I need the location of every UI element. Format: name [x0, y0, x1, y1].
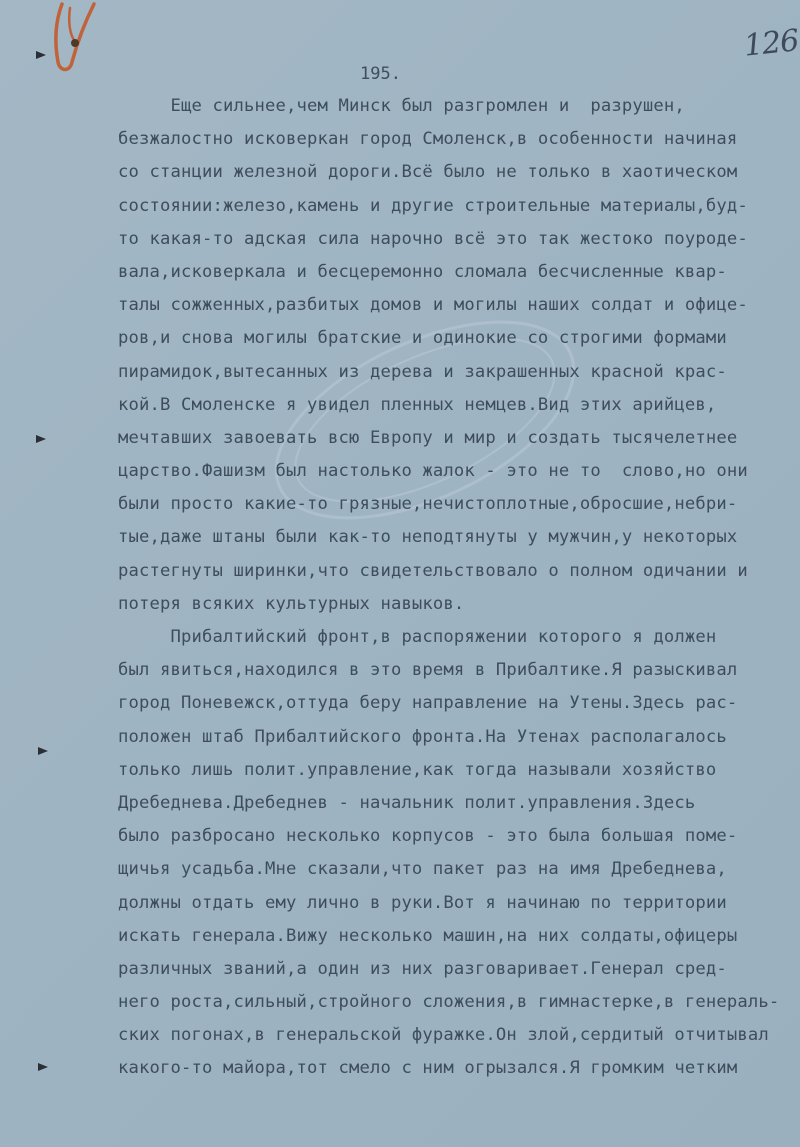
text-line: вала,исковеркала и бесцеремонно сломала бесчисленные квар- [118, 261, 727, 282]
margin-tick-icon [36, 1060, 50, 1074]
text-line: был явиться,находился в это время в Прибалтике.Я разыскивал [118, 660, 738, 681]
text-line: царство.Фашизм был настолько жалок - это не то слово,но они [118, 461, 748, 482]
text-line: какого-то майора,тот смело с ним огрызался.Я громким четким [118, 1058, 738, 1079]
text-line: город Поневежск,оттуда беру направление на Утены.Здесь рас- [118, 693, 738, 714]
text-line: него роста,сильный,стройного сложения,в гимнастерке,в генераль- [118, 992, 780, 1013]
text-line: безжалостно исковеркан город Смоленск,в особенности начиная [118, 129, 738, 150]
margin-tick-icon [34, 48, 48, 62]
text-line: Прибалтийский фронт,в распоряжении которого я должен [118, 627, 717, 647]
text-line: Дребеднева.Дребеднев - начальник полит.управления.Здесь [118, 792, 696, 813]
text-line: тые,даже штаны были как-то неподтянуты у мужчин,у некоторых [118, 527, 738, 548]
text-line: были просто какие-то грязные,нечистоплотные,обросшие,небри- [118, 494, 738, 515]
text-line: только лишь полит.управление,как тогда называли хозяйство [118, 759, 717, 780]
text-line: ских погонах,в генеральской фуражке.Он злой,сердитый отчитывал [118, 1025, 769, 1046]
margin-tick-icon [36, 744, 50, 758]
text-line: ров,и снова могилы братские и одинокие со строгими формами [118, 328, 727, 349]
text-line: искать генерала.Вижу несколько машин,на них солдаты,офицеры [118, 925, 738, 946]
page-number: 195. [360, 64, 401, 84]
text-line: было разбросано несколько корпусов - это была большая поме- [118, 826, 738, 847]
text-line: талы сожженных,разбитых домов и могилы наших солдат и офице- [118, 295, 748, 316]
text-line: то какая-то адская сила нарочно всё это так жестоко поуроде- [118, 228, 748, 249]
text-line: должны отдать ему лично в руки.Вот я начинаю по территории [118, 892, 727, 913]
text-line: различных званий,а один из них разговаривает.Генерал сред- [118, 958, 727, 979]
text-line: кой.В Смоленске я увидел пленных немцев.Вид этих арийцев, [118, 394, 717, 415]
text-line: мечтавших завоевать всю Европу и мир и создать тысячелетнее [118, 427, 738, 448]
typewritten-text [118, 90, 798, 1086]
text-line: состоянии:железо,камень и другие строительные материалы,буд- [118, 195, 748, 216]
archive-folio-number: 126 [742, 23, 800, 64]
text-line: потеря всяких культурных навыков. [118, 593, 465, 614]
paperclip-mark [48, 0, 108, 75]
text-line: со станции железной дороги.Всё было не только в хаотическом [118, 162, 738, 183]
text-line: Еще сильнее,чем Минск был разгромлен и разрушен, [118, 96, 685, 116]
text-line: положен штаб Прибалтийского фронта.На Утенах располагалось [118, 726, 727, 747]
text-line: растегнуты ширинки,что свидетельствовало о полном одичании и [118, 560, 748, 581]
text-line: щичья усадьба.Мне сказали,что пакет раз на имя Дребеднева, [118, 859, 727, 880]
margin-tick-icon [34, 432, 48, 446]
text-line: пирамидок,вытесанных из дерева и закрашенных красной крас- [118, 361, 727, 382]
